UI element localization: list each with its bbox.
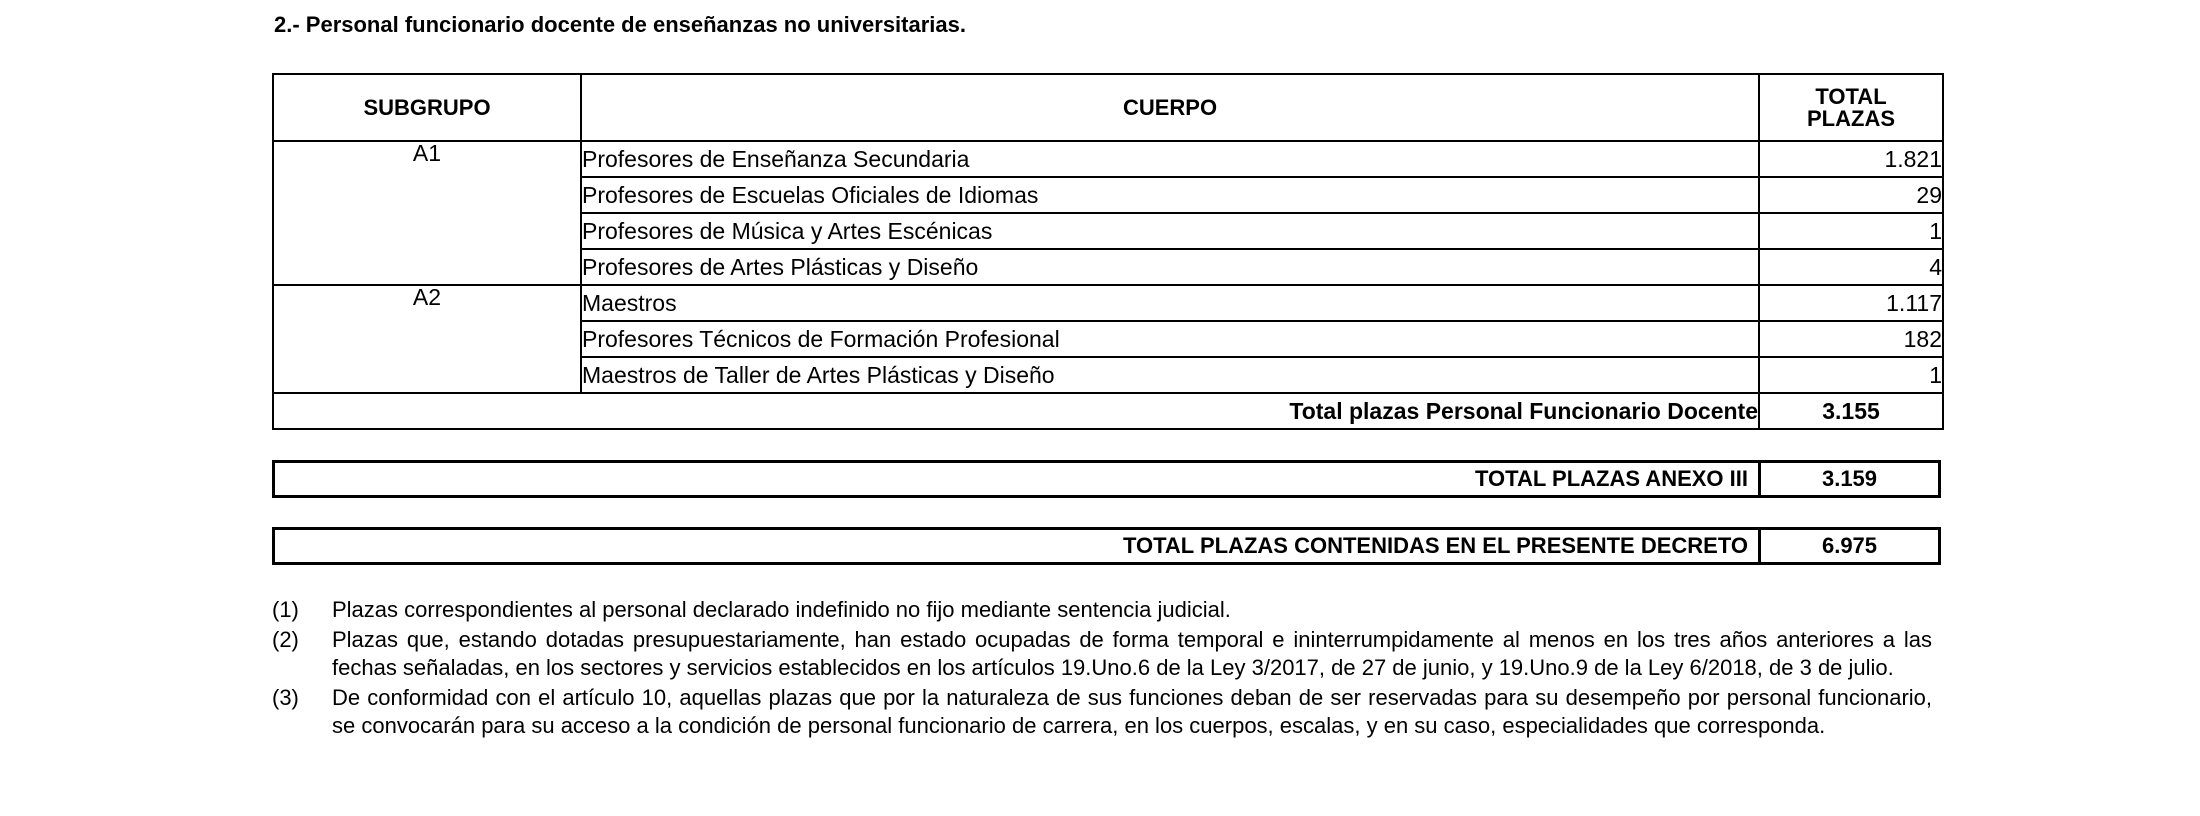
plazas-cell: 1 <box>1759 357 1943 393</box>
cuerpo-cell: Profesores de Escuelas Oficiales de Idiomas <box>581 177 1759 213</box>
plazas-cell: 1.117 <box>1759 285 1943 321</box>
total-decreto-value: 6.975 <box>1760 529 1940 564</box>
table-total-row <box>273 393 1943 429</box>
cuerpo-cell: Profesores de Música y Artes Escénicas <box>581 213 1759 249</box>
total-docente-label: Total plazas Personal Funcionario Docente <box>273 393 1759 429</box>
footnote-text: Plazas que, estando dotadas presupuestariamente, han estado ocupadas de forma temporal e ininterrumpidamente al menos en los tres años anteriores a las fechas señaladas, en los sectores y servicios establecidos en los artículos 19.Uno.6 de la Ley 3/2017, de 27 de junio, y 19.Uno.9 de la Ley 6/2018, de 3 de julio. <box>332 627 1932 680</box>
plazas-cell: 182 <box>1759 321 1943 357</box>
footnote-key: (2) <box>272 627 299 652</box>
table-row <box>273 285 1943 321</box>
plazas-cell: 4 <box>1759 249 1943 285</box>
header-subgrupo: SUBGRUPO <box>273 74 581 141</box>
header-total-plazas <box>1759 74 1943 141</box>
footnote-text: Plazas correspondientes al personal declarado indefinido no fijo mediante sentencia judicial. <box>332 597 1231 622</box>
cuerpo-cell: Profesores de Artes Plásticas y Diseño <box>581 249 1759 285</box>
section-heading: 2.- Personal funcionario docente de enseñanzas no universitarias. <box>274 12 966 37</box>
header-total-line1: TOTAL <box>1815 83 1887 109</box>
total-anexo-value: 3.159 <box>1760 462 1940 497</box>
table-row <box>273 141 1943 177</box>
footnote-key: (3) <box>272 685 299 710</box>
footnotes <box>272 596 1932 742</box>
cuerpo-cell: Maestros de Taller de Artes Plásticas y Diseño <box>581 357 1759 393</box>
subgrupo-cell: A1 <box>273 141 581 285</box>
total-docente-value: 3.155 <box>1759 393 1943 429</box>
footnote <box>272 684 1932 740</box>
plazas-cell: 1.821 <box>1759 141 1943 177</box>
footnote <box>272 626 1932 682</box>
plazas-table <box>272 73 1944 430</box>
plazas-cell: 1 <box>1759 213 1943 249</box>
cuerpo-cell: Maestros <box>581 285 1759 321</box>
table-header-row <box>273 74 1943 141</box>
footnote <box>272 596 1932 624</box>
total-decreto-box <box>272 527 1941 565</box>
header-total-line2: PLAZAS <box>1807 105 1895 131</box>
total-decreto-label: TOTAL PLAZAS CONTENIDAS EN EL PRESENTE DECRETO <box>274 529 1760 564</box>
subgrupo-cell: A2 <box>273 285 581 393</box>
total-anexo-box <box>272 460 1941 498</box>
plazas-cell: 29 <box>1759 177 1943 213</box>
cuerpo-cell: Profesores Técnicos de Formación Profesional <box>581 321 1759 357</box>
cuerpo-cell: Profesores de Enseñanza Secundaria <box>581 141 1759 177</box>
footnote-text: De conformidad con el artículo 10, aquellas plazas que por la naturaleza de sus funciones deban de ser reservadas para su desempeño por personal funcionario, se convocarán para su acceso a la condición de personal funcionario de carrera, en los cuerpos, escalas, y en su caso, especialidades que corresponda. <box>332 685 1932 738</box>
footnote-key: (1) <box>272 597 299 622</box>
header-cuerpo: CUERPO <box>581 74 1759 141</box>
total-anexo-label: TOTAL PLAZAS ANEXO III <box>274 462 1760 497</box>
